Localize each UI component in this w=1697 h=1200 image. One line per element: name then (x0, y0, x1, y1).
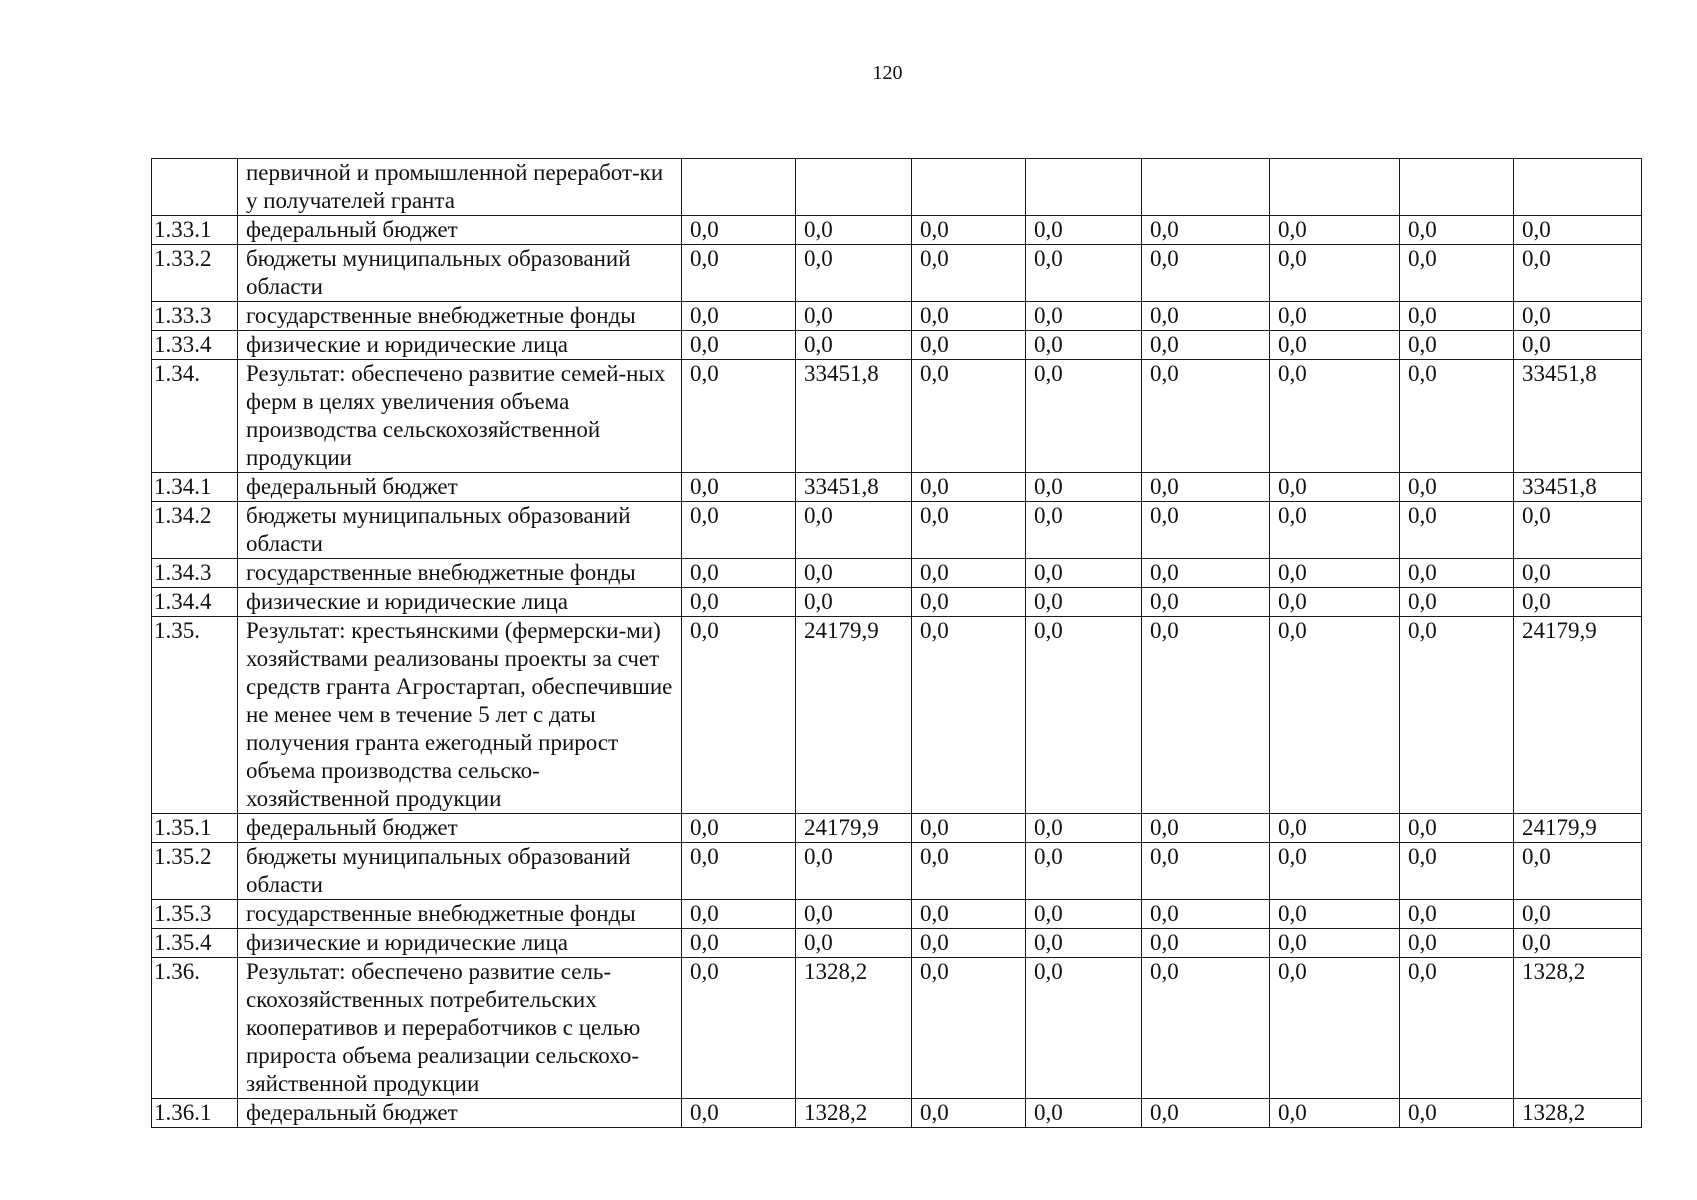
row-description: государственные внебюджетные фонды (238, 559, 682, 588)
value-cell: 0,0 (1270, 302, 1400, 331)
row-code: 1.36. (152, 958, 238, 1099)
value-cell: 0,0 (682, 502, 796, 559)
value-cell: 33451,8 (1514, 473, 1642, 502)
value-cell: 0,0 (1514, 216, 1642, 245)
value-cell: 33451,8 (1514, 360, 1642, 473)
value-cell: 0,0 (1270, 1099, 1400, 1128)
value-cell: 0,0 (1270, 216, 1400, 245)
value-cell: 0,0 (1270, 843, 1400, 900)
table-row (152, 360, 1642, 473)
value-cell: 0,0 (1514, 843, 1642, 900)
row-description: федеральный бюджет (238, 814, 682, 843)
value-cell (1400, 159, 1514, 216)
value-cell: 0,0 (796, 245, 912, 302)
table-row (152, 502, 1642, 559)
value-cell: 0,0 (1026, 814, 1142, 843)
table-body (152, 159, 1642, 1128)
value-cell: 0,0 (1514, 588, 1642, 617)
row-description: федеральный бюджет (238, 473, 682, 502)
value-cell: 0,0 (912, 473, 1026, 502)
value-cell: 0,0 (1026, 843, 1142, 900)
value-cell: 24179,9 (796, 814, 912, 843)
row-code: 1.35.1 (152, 814, 238, 843)
value-cell: 0,0 (1400, 245, 1514, 302)
table-row (152, 302, 1642, 331)
value-cell: 0,0 (912, 302, 1026, 331)
value-cell: 0,0 (1400, 216, 1514, 245)
row-code: 1.34.4 (152, 588, 238, 617)
value-cell: 0,0 (1514, 245, 1642, 302)
value-cell: 0,0 (1270, 958, 1400, 1099)
value-cell: 0,0 (1514, 559, 1642, 588)
budget-table (151, 158, 1642, 1128)
row-code: 1.34.3 (152, 559, 238, 588)
row-code: 1.35.4 (152, 929, 238, 958)
row-description: государственные внебюджетные фонды (238, 900, 682, 929)
row-description: Результат: обеспечено развитие сель-скохозяйственных потребительских кооперативов и переработчиков с целью прироста объема реализации сельскохо-зяйственной продукции (238, 958, 682, 1099)
value-cell: 0,0 (682, 360, 796, 473)
value-cell: 0,0 (1026, 958, 1142, 1099)
value-cell: 0,0 (1270, 502, 1400, 559)
value-cell: 0,0 (796, 216, 912, 245)
value-cell: 0,0 (796, 331, 912, 360)
value-cell: 24179,9 (796, 617, 912, 814)
table-row (152, 843, 1642, 900)
value-cell: 0,0 (682, 559, 796, 588)
value-cell: 0,0 (796, 502, 912, 559)
value-cell: 0,0 (796, 559, 912, 588)
table-row (152, 159, 1642, 216)
value-cell: 0,0 (1142, 559, 1270, 588)
value-cell: 0,0 (1026, 360, 1142, 473)
value-cell: 0,0 (1026, 929, 1142, 958)
row-description: федеральный бюджет (238, 216, 682, 245)
value-cell: 0,0 (1400, 588, 1514, 617)
value-cell: 0,0 (1270, 900, 1400, 929)
row-code: 1.35.3 (152, 900, 238, 929)
value-cell: 0,0 (1142, 302, 1270, 331)
value-cell: 0,0 (1026, 331, 1142, 360)
value-cell: 0,0 (1400, 331, 1514, 360)
table-row (152, 245, 1642, 302)
value-cell: 0,0 (912, 843, 1026, 900)
value-cell: 0,0 (1142, 1099, 1270, 1128)
value-cell (1270, 159, 1400, 216)
value-cell: 0,0 (796, 302, 912, 331)
row-description: Результат: крестьянскими (фермерски-ми) хозяйствами реализованы проекты за счет средств гранта Агростартап, обеспечившие не менее чем в течение 5 лет с даты получения гранта ежегодный прирост объема производства сельско-хозяйственной продукции (238, 617, 682, 814)
value-cell: 0,0 (912, 331, 1026, 360)
value-cell (1514, 159, 1642, 216)
row-code: 1.34.2 (152, 502, 238, 559)
value-cell: 0,0 (1026, 302, 1142, 331)
value-cell: 0,0 (912, 1099, 1026, 1128)
value-cell: 0,0 (1270, 245, 1400, 302)
value-cell: 0,0 (682, 617, 796, 814)
value-cell: 0,0 (912, 617, 1026, 814)
value-cell: 1328,2 (1514, 1099, 1642, 1128)
value-cell: 1328,2 (796, 958, 912, 1099)
row-code: 1.36.1 (152, 1099, 238, 1128)
value-cell: 1328,2 (796, 1099, 912, 1128)
table-row (152, 559, 1642, 588)
value-cell: 0,0 (1142, 331, 1270, 360)
value-cell: 0,0 (1026, 588, 1142, 617)
row-code (152, 159, 238, 216)
table-row (152, 814, 1642, 843)
page-number: 120 (872, 62, 903, 84)
value-cell: 0,0 (682, 1099, 796, 1128)
value-cell: 0,0 (682, 588, 796, 617)
value-cell (1026, 159, 1142, 216)
value-cell: 0,0 (682, 900, 796, 929)
value-cell: 0,0 (1514, 900, 1642, 929)
value-cell: 0,0 (912, 900, 1026, 929)
row-description: государственные внебюджетные фонды (238, 302, 682, 331)
row-description: бюджеты муниципальных образований области (238, 502, 682, 559)
table-row (152, 1099, 1642, 1128)
value-cell: 0,0 (1270, 617, 1400, 814)
value-cell: 0,0 (1400, 843, 1514, 900)
value-cell: 0,0 (1142, 900, 1270, 929)
table-row (152, 900, 1642, 929)
value-cell: 0,0 (1026, 617, 1142, 814)
table-row (152, 588, 1642, 617)
value-cell: 0,0 (1270, 814, 1400, 843)
table-row (152, 473, 1642, 502)
value-cell: 0,0 (1270, 559, 1400, 588)
table-row (152, 929, 1642, 958)
value-cell: 0,0 (682, 929, 796, 958)
value-cell: 0,0 (1400, 559, 1514, 588)
value-cell: 0,0 (1400, 617, 1514, 814)
value-cell: 0,0 (1142, 814, 1270, 843)
row-code: 1.33.2 (152, 245, 238, 302)
value-cell: 0,0 (1400, 302, 1514, 331)
value-cell (796, 159, 912, 216)
value-cell: 0,0 (682, 245, 796, 302)
value-cell: 0,0 (1400, 814, 1514, 843)
value-cell: 0,0 (682, 216, 796, 245)
value-cell: 24179,9 (1514, 617, 1642, 814)
value-cell: 0,0 (1514, 331, 1642, 360)
value-cell: 24179,9 (1514, 814, 1642, 843)
row-code: 1.35. (152, 617, 238, 814)
value-cell: 0,0 (1400, 473, 1514, 502)
value-cell: 0,0 (796, 843, 912, 900)
value-cell: 0,0 (1142, 588, 1270, 617)
value-cell: 0,0 (1026, 502, 1142, 559)
value-cell: 0,0 (1270, 929, 1400, 958)
value-cell (682, 159, 796, 216)
value-cell: 0,0 (1400, 929, 1514, 958)
value-cell: 0,0 (682, 331, 796, 360)
value-cell: 0,0 (1270, 331, 1400, 360)
value-cell: 0,0 (1142, 502, 1270, 559)
row-description: бюджеты муниципальных образований области (238, 245, 682, 302)
value-cell: 0,0 (912, 929, 1026, 958)
table-row (152, 958, 1642, 1099)
value-cell: 0,0 (1270, 360, 1400, 473)
value-cell: 33451,8 (796, 360, 912, 473)
value-cell (912, 159, 1026, 216)
row-code: 1.34. (152, 360, 238, 473)
value-cell: 0,0 (1514, 929, 1642, 958)
value-cell: 1328,2 (1514, 958, 1642, 1099)
value-cell: 0,0 (1142, 360, 1270, 473)
value-cell: 0,0 (796, 900, 912, 929)
value-cell: 0,0 (796, 588, 912, 617)
value-cell: 0,0 (1026, 245, 1142, 302)
value-cell: 0,0 (1270, 588, 1400, 617)
row-description: физические и юридические лица (238, 588, 682, 617)
row-description: бюджеты муниципальных образований области (238, 843, 682, 900)
row-code: 1.34.1 (152, 473, 238, 502)
value-cell: 0,0 (682, 814, 796, 843)
value-cell: 0,0 (912, 814, 1026, 843)
value-cell: 0,0 (912, 502, 1026, 559)
value-cell: 0,0 (1514, 302, 1642, 331)
value-cell: 0,0 (1026, 1099, 1142, 1128)
value-cell: 0,0 (912, 958, 1026, 1099)
value-cell: 0,0 (682, 473, 796, 502)
value-cell: 0,0 (682, 302, 796, 331)
value-cell: 0,0 (1400, 360, 1514, 473)
row-description: Результат: обеспечено развитие семей-ных ферм в целях увеличения объема производства сельскохозяйственной продукции (238, 360, 682, 473)
row-description: физические и юридические лица (238, 331, 682, 360)
value-cell: 0,0 (1400, 502, 1514, 559)
value-cell: 0,0 (1400, 958, 1514, 1099)
table-row (152, 216, 1642, 245)
row-description: федеральный бюджет (238, 1099, 682, 1128)
value-cell: 0,0 (682, 843, 796, 900)
row-code: 1.33.1 (152, 216, 238, 245)
value-cell: 0,0 (1142, 216, 1270, 245)
value-cell: 0,0 (1142, 245, 1270, 302)
value-cell: 0,0 (796, 929, 912, 958)
value-cell: 33451,8 (796, 473, 912, 502)
table-row (152, 617, 1642, 814)
row-description: первичной и промышленной переработ-ки у получателей гранта (238, 159, 682, 216)
value-cell: 0,0 (912, 216, 1026, 245)
value-cell: 0,0 (1514, 502, 1642, 559)
row-code: 1.33.3 (152, 302, 238, 331)
value-cell: 0,0 (1026, 216, 1142, 245)
value-cell: 0,0 (1026, 559, 1142, 588)
value-cell: 0,0 (1026, 900, 1142, 929)
value-cell (1142, 159, 1270, 216)
value-cell: 0,0 (912, 588, 1026, 617)
value-cell: 0,0 (912, 559, 1026, 588)
value-cell: 0,0 (912, 245, 1026, 302)
value-cell: 0,0 (912, 360, 1026, 473)
value-cell: 0,0 (1142, 617, 1270, 814)
value-cell: 0,0 (682, 958, 796, 1099)
row-code: 1.33.4 (152, 331, 238, 360)
value-cell: 0,0 (1142, 929, 1270, 958)
row-description: физические и юридические лица (238, 929, 682, 958)
value-cell: 0,0 (1142, 843, 1270, 900)
value-cell: 0,0 (1400, 900, 1514, 929)
value-cell: 0,0 (1270, 473, 1400, 502)
row-code: 1.35.2 (152, 843, 238, 900)
value-cell: 0,0 (1142, 958, 1270, 1099)
value-cell: 0,0 (1400, 1099, 1514, 1128)
table-row (152, 331, 1642, 360)
value-cell: 0,0 (1026, 473, 1142, 502)
value-cell: 0,0 (1142, 473, 1270, 502)
